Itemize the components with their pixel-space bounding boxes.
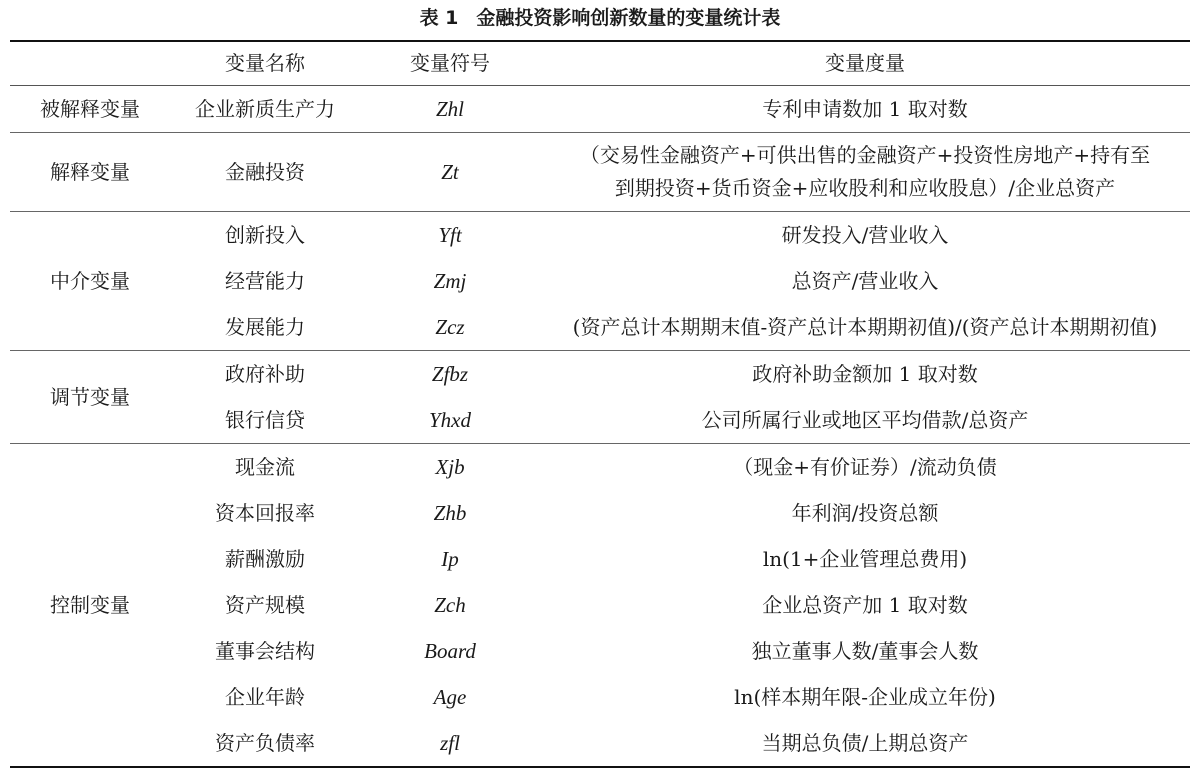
group-explanatory	[10, 133, 1190, 212]
variable-name: 经营能力	[225, 269, 305, 293]
table-row	[10, 536, 1190, 582]
variable-symbol: Zmj	[433, 269, 467, 293]
variable-symbol: Xjb	[435, 455, 465, 479]
variable-name: 政府补助	[225, 362, 305, 386]
category-cell: 中介变量	[50, 269, 130, 293]
table-row	[10, 351, 1190, 398]
variable-symbol: Zcz	[435, 315, 465, 339]
category-cell: 调节变量	[50, 385, 130, 409]
group-moderator	[10, 351, 1190, 444]
table-row	[10, 628, 1190, 674]
table-caption	[0, 6, 1200, 30]
header-name: 变量名称	[225, 51, 305, 75]
category-cell: 被解释变量	[40, 97, 140, 121]
table-row	[10, 674, 1190, 720]
header-row	[10, 41, 1190, 86]
variable-name: 现金流	[235, 455, 295, 479]
header-symbol: 变量符号	[410, 51, 490, 75]
variable-symbol: Zch	[434, 593, 466, 617]
variable-measure: 专利申请数加 1 取对数	[762, 97, 968, 121]
variable-name: 薪酬激励	[225, 547, 305, 571]
variable-name: 资产规模	[225, 593, 305, 617]
table-row	[10, 490, 1190, 536]
variable-measure: 总资产/营业收入	[791, 269, 939, 293]
variable-measure: 当期总负债/上期总资产	[761, 731, 969, 755]
variable-symbol: Age	[433, 685, 467, 709]
table-number: 表 1	[419, 7, 459, 29]
table-row	[10, 304, 1190, 351]
variable-symbol: Yhxd	[429, 408, 471, 432]
variable-measure: (资产总计本期期末值-资产总计本期期初值)/(资产总计本期期初值)	[572, 315, 1158, 339]
variable-measure: 企业总资产加 1 取对数	[762, 593, 968, 617]
variable-name: 银行信贷	[225, 408, 305, 432]
variable-name: 资产负债率	[215, 731, 315, 755]
variable-name: 董事会结构	[215, 639, 315, 663]
variable-name: 创新投入	[225, 223, 305, 247]
variable-name: 资本回报率	[215, 501, 315, 525]
header-measure: 变量度量	[825, 51, 905, 75]
variable-measure: ln(1+企业管理总费用)	[762, 547, 968, 571]
table-row	[10, 212, 1190, 259]
group-control	[10, 444, 1190, 768]
variable-measure: 公司所属行业或地区平均借款/总资产	[701, 408, 1029, 432]
group-mediator	[10, 212, 1190, 351]
table-row	[10, 444, 1190, 491]
variable-measure	[540, 133, 1190, 212]
table-row	[10, 86, 1190, 133]
table-row	[10, 258, 1190, 304]
group-dependent	[10, 86, 1190, 133]
table-row	[10, 397, 1190, 444]
variable-symbol: Board	[424, 639, 476, 663]
variable-symbol: zfl	[440, 731, 460, 755]
variable-measure: 研发投入/营业收入	[781, 223, 949, 247]
variable-measure: ln(样本期年限-企业成立年份)	[734, 685, 996, 709]
measure-line: （交易性金融资产+可供出售的金融资产+投资性房地产+持有至	[579, 143, 1151, 167]
variable-name: 金融投资	[225, 160, 305, 184]
variable-symbol: Ip	[441, 547, 459, 571]
table-row	[10, 720, 1190, 767]
variable-measure: 年利润/投资总额	[791, 501, 939, 525]
variable-measure: 政府补助金额加 1 取对数	[752, 362, 978, 386]
variable-symbol: Zt	[441, 160, 459, 184]
variable-name: 企业新质生产力	[195, 97, 335, 121]
variable-measure: 独立董事人数/董事会人数	[751, 639, 979, 663]
table-title: 金融投资影响创新数量的变量统计表	[476, 7, 781, 29]
variable-name: 企业年龄	[225, 685, 305, 709]
measure-line: 到期投资+货币资金+应收股利和应收股息）/企业总资产	[614, 176, 1116, 200]
table-row	[10, 133, 1190, 212]
variable-symbol: Yft	[438, 223, 462, 247]
variable-symbol: Zfbz	[431, 362, 469, 386]
variable-table	[10, 40, 1190, 768]
category-cell: 解释变量	[50, 160, 130, 184]
category-cell: 控制变量	[50, 593, 130, 617]
variable-measure: （现金+有价证券）/流动负债	[733, 455, 997, 479]
header-category	[10, 41, 170, 86]
variable-name: 发展能力	[225, 315, 305, 339]
table-row	[10, 582, 1190, 628]
variable-symbol: Zhl	[435, 97, 464, 121]
variable-symbol: Zhb	[433, 501, 467, 525]
